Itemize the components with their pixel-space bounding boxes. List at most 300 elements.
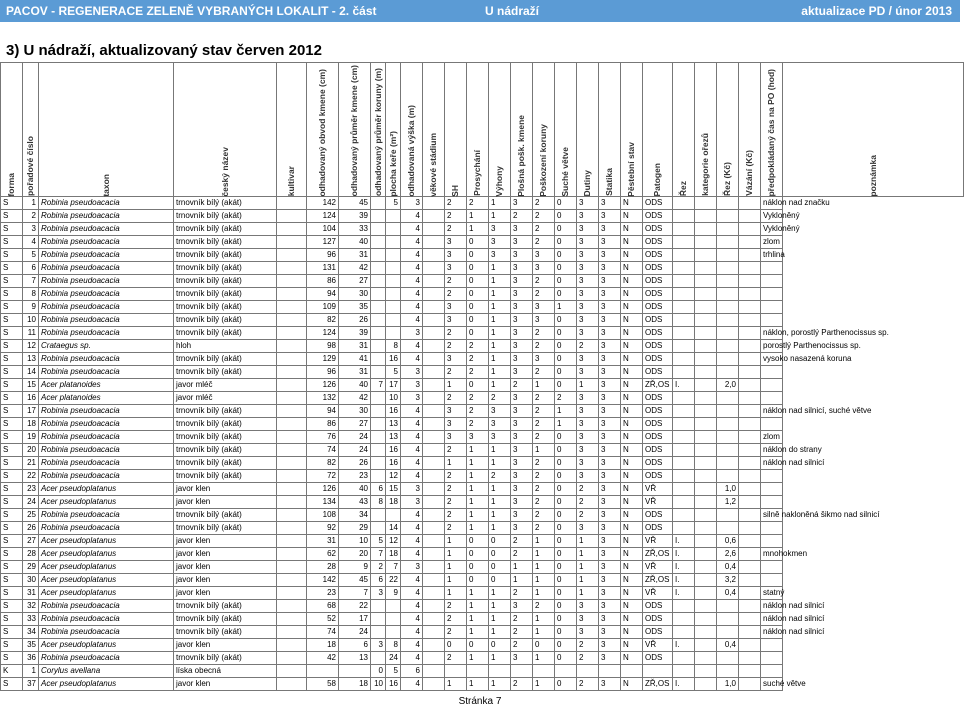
- table-cell: 26: [339, 457, 371, 470]
- table-cell: 4: [401, 574, 423, 587]
- table-cell: 1: [489, 288, 511, 301]
- table-cell: [673, 210, 695, 223]
- table-cell: N: [621, 327, 643, 340]
- table-cell: 20: [339, 548, 371, 561]
- table-cell: 132: [307, 392, 339, 405]
- table-cell: 0: [467, 301, 489, 314]
- table-cell: [423, 483, 445, 496]
- table-cell: 3: [599, 366, 621, 379]
- table-cell: ODS: [643, 509, 673, 522]
- table-cell: N: [621, 353, 643, 366]
- table-cell: 4: [23, 236, 39, 249]
- table-cell: 3: [577, 262, 599, 275]
- table-cell: 1: [577, 379, 599, 392]
- table-cell: 3: [599, 652, 621, 665]
- table-cell: S: [1, 236, 23, 249]
- table-cell: [739, 535, 761, 548]
- table-cell: S: [1, 301, 23, 314]
- table-cell: [717, 652, 739, 665]
- table-cell: 2: [511, 587, 533, 600]
- table-cell: 3: [533, 314, 555, 327]
- table-cell: 16: [386, 353, 401, 366]
- table-cell: 2,6: [717, 548, 739, 561]
- table-cell: 1: [23, 197, 39, 210]
- table-cell: N: [621, 574, 643, 587]
- table-cell: [371, 275, 386, 288]
- table-cell: 2: [577, 483, 599, 496]
- table-cell: [423, 301, 445, 314]
- table-cell: S: [1, 262, 23, 275]
- column-header: [783, 63, 964, 197]
- table-cell: 12: [386, 535, 401, 548]
- table-cell: 0: [467, 548, 489, 561]
- table-cell: javor klen: [174, 639, 277, 652]
- table-cell: ODS: [643, 223, 673, 236]
- table-cell: ZŘ,OS: [643, 574, 673, 587]
- table-cell: 4: [401, 353, 423, 366]
- table-cell: 7: [371, 548, 386, 561]
- table-cell: 3: [577, 301, 599, 314]
- table-cell: trnovník bílý (akát): [174, 262, 277, 275]
- table-cell: Robinia pseudoacacia: [39, 444, 174, 457]
- table-cell: [695, 639, 717, 652]
- table-cell: 6: [371, 483, 386, 496]
- table-cell: Acer pseudoplatanus: [39, 587, 174, 600]
- table-cell: VŘ: [643, 561, 673, 574]
- table-cell: 3: [599, 379, 621, 392]
- table-cell: javor klen: [174, 483, 277, 496]
- column-header: [445, 63, 467, 197]
- table-cell: 1: [467, 613, 489, 626]
- table-cell: [339, 665, 371, 678]
- column-header: [307, 63, 339, 197]
- table-cell: 3: [511, 522, 533, 535]
- table-cell: ODS: [643, 327, 673, 340]
- table-cell: [717, 665, 739, 678]
- table-cell: 9: [23, 301, 39, 314]
- table-cell: [277, 288, 307, 301]
- table-cell: náklon nad silnicí, suché větve: [761, 405, 783, 418]
- table-cell: [761, 522, 783, 535]
- table-cell: trnovník bílý (akát): [174, 405, 277, 418]
- table-cell: 3: [599, 392, 621, 405]
- table-cell: 1: [533, 548, 555, 561]
- table-cell: 58: [307, 678, 339, 691]
- table-cell: [277, 483, 307, 496]
- table-cell: Vykloněný: [761, 210, 783, 223]
- table-cell: [673, 470, 695, 483]
- table-cell: [277, 327, 307, 340]
- table-cell: N: [621, 431, 643, 444]
- table-cell: [277, 444, 307, 457]
- table-cell: 1: [489, 353, 511, 366]
- table-cell: [695, 626, 717, 639]
- table-cell: S: [1, 431, 23, 444]
- table-cell: 3: [511, 275, 533, 288]
- table-cell: [371, 600, 386, 613]
- table-cell: [695, 262, 717, 275]
- table-cell: [739, 288, 761, 301]
- table-row: [1, 327, 964, 340]
- table-cell: Acer platanoides: [39, 392, 174, 405]
- table-cell: [739, 678, 761, 691]
- table-cell: 0: [555, 236, 577, 249]
- table-cell: 5: [386, 366, 401, 379]
- table-cell: 0: [555, 483, 577, 496]
- table-cell: N: [621, 626, 643, 639]
- table-cell: Robinia pseudoacacia: [39, 626, 174, 639]
- table-cell: [717, 288, 739, 301]
- table-row: [1, 275, 964, 288]
- table-cell: [423, 366, 445, 379]
- table-cell: 16: [386, 457, 401, 470]
- header-update-note: aktualizace PD / únor 2013: [801, 4, 952, 18]
- table-cell: 39: [339, 327, 371, 340]
- table-cell: [277, 678, 307, 691]
- table-cell: VŘ: [643, 587, 673, 600]
- table-cell: 3: [445, 301, 467, 314]
- table-cell: Robinia pseudoacacia: [39, 418, 174, 431]
- table-cell: N: [621, 496, 643, 509]
- column-header-label: forma: [6, 172, 17, 197]
- table-cell: [695, 678, 717, 691]
- table-cell: 0: [555, 522, 577, 535]
- table-cell: Robinia pseudoacacia: [39, 210, 174, 223]
- table-cell: [533, 665, 555, 678]
- table-cell: 104: [307, 223, 339, 236]
- table-cell: 3: [489, 431, 511, 444]
- table-cell: trnovník bílý (akát): [174, 223, 277, 236]
- table-cell: [423, 379, 445, 392]
- table-row: [1, 639, 964, 652]
- table-cell: 0: [467, 379, 489, 392]
- table-cell: [371, 353, 386, 366]
- table-cell: I.: [673, 535, 695, 548]
- table-cell: [673, 457, 695, 470]
- table-cell: [386, 327, 401, 340]
- table-cell: 2: [511, 548, 533, 561]
- table-cell: 6: [339, 639, 371, 652]
- table-cell: 5: [386, 197, 401, 210]
- table-cell: 2: [489, 392, 511, 405]
- table-cell: [761, 366, 783, 379]
- column-header: [739, 63, 761, 197]
- table-cell: [371, 509, 386, 522]
- table-cell: [386, 509, 401, 522]
- table-cell: 3: [401, 197, 423, 210]
- table-cell: N: [621, 418, 643, 431]
- table-cell: [371, 210, 386, 223]
- table-cell: 109: [307, 301, 339, 314]
- table-cell: N: [621, 639, 643, 652]
- table-cell: 37: [23, 678, 39, 691]
- table-cell: [511, 665, 533, 678]
- table-cell: [673, 405, 695, 418]
- table-cell: javor klen: [174, 678, 277, 691]
- table-cell: 3: [599, 262, 621, 275]
- table-cell: 17: [386, 379, 401, 392]
- table-cell: [423, 405, 445, 418]
- table-cell: [673, 431, 695, 444]
- table-cell: trhlina: [761, 249, 783, 262]
- table-header-row: [1, 63, 964, 197]
- table-cell: mnohokmen: [761, 548, 783, 561]
- header-project-title: PACOV - REGENERACE ZELENĚ VYBRANÝCH LOKALIT - 2. část: [6, 4, 377, 18]
- table-cell: [695, 509, 717, 522]
- table-cell: Robinia pseudoacacia: [39, 600, 174, 613]
- table-cell: [695, 379, 717, 392]
- table-cell: 52: [307, 613, 339, 626]
- table-cell: VŘ: [643, 496, 673, 509]
- table-cell: 40: [339, 236, 371, 249]
- table-cell: 23: [23, 483, 39, 496]
- table-cell: 2: [533, 392, 555, 405]
- table-cell: ODS: [643, 353, 673, 366]
- table-cell: [673, 665, 695, 678]
- table-cell: 1,0: [717, 483, 739, 496]
- table-cell: 3: [599, 600, 621, 613]
- section-title: 3) U nádraží, aktualizovaný stav červen 2012: [6, 42, 322, 59]
- table-cell: S: [1, 678, 23, 691]
- table-cell: 3: [577, 197, 599, 210]
- table-cell: 3: [445, 314, 467, 327]
- table-cell: 3: [401, 392, 423, 405]
- table-cell: N: [621, 223, 643, 236]
- table-cell: 2: [533, 522, 555, 535]
- table-cell: N: [621, 509, 643, 522]
- table-cell: 1: [489, 509, 511, 522]
- table-cell: [739, 639, 761, 652]
- table-cell: [717, 457, 739, 470]
- table-cell: [739, 301, 761, 314]
- table-row: [1, 613, 964, 626]
- table-cell: 0: [489, 639, 511, 652]
- table-cell: 24: [23, 496, 39, 509]
- column-header-label: odhadovaný průměr koruny (m): [372, 68, 383, 197]
- table-cell: 3: [23, 223, 39, 236]
- table-cell: Acer pseudoplatanus: [39, 678, 174, 691]
- table-cell: 1: [489, 262, 511, 275]
- table-cell: javor mléč: [174, 392, 277, 405]
- column-header: [23, 63, 39, 197]
- table-cell: S: [1, 340, 23, 353]
- column-header-label: Vázání (Kč): [744, 150, 755, 197]
- table-cell: 42: [339, 392, 371, 405]
- table-cell: 1: [511, 574, 533, 587]
- table-cell: 124: [307, 210, 339, 223]
- table-cell: N: [621, 535, 643, 548]
- table-cell: [739, 262, 761, 275]
- table-cell: 3: [401, 379, 423, 392]
- table-cell: [695, 665, 717, 678]
- column-header: [643, 63, 673, 197]
- table-cell: 7: [23, 275, 39, 288]
- table-cell: N: [621, 314, 643, 327]
- table-cell: [761, 301, 783, 314]
- table-cell: 16: [23, 392, 39, 405]
- table-cell: 10: [339, 535, 371, 548]
- table-cell: 1: [445, 574, 467, 587]
- table-cell: [695, 392, 717, 405]
- table-cell: Robinia pseudoacacia: [39, 301, 174, 314]
- column-header: [1, 63, 23, 197]
- table-cell: [761, 574, 783, 587]
- table-cell: 2: [445, 600, 467, 613]
- table-cell: 4: [401, 600, 423, 613]
- table-cell: [717, 236, 739, 249]
- table-cell: 1: [577, 561, 599, 574]
- table-cell: 3: [577, 236, 599, 249]
- column-header-label: Prosychání: [472, 150, 483, 197]
- table-cell: [277, 613, 307, 626]
- table-cell: 1: [467, 210, 489, 223]
- table-cell: 0: [555, 561, 577, 574]
- table-cell: [386, 301, 401, 314]
- table-cell: [717, 210, 739, 223]
- table-cell: [277, 366, 307, 379]
- table-cell: 2: [467, 405, 489, 418]
- table-cell: [739, 197, 761, 210]
- table-cell: 30: [339, 288, 371, 301]
- table-cell: [386, 288, 401, 301]
- table-cell: Corylus avellana: [39, 665, 174, 678]
- table-cell: 0: [555, 444, 577, 457]
- table-cell: [761, 639, 783, 652]
- table-cell: N: [621, 197, 643, 210]
- table-row: [1, 236, 964, 249]
- table-cell: [277, 457, 307, 470]
- table-cell: 3: [577, 392, 599, 405]
- table-cell: [673, 366, 695, 379]
- table-cell: 4: [401, 236, 423, 249]
- table-cell: [739, 431, 761, 444]
- table-cell: VŘ: [643, 483, 673, 496]
- table-cell: ODS: [643, 444, 673, 457]
- table-cell: [673, 600, 695, 613]
- table-cell: 2: [533, 457, 555, 470]
- table-cell: 10: [386, 392, 401, 405]
- table-cell: 43: [339, 496, 371, 509]
- table-cell: Crataegus sp.: [39, 340, 174, 353]
- table-cell: 10: [23, 314, 39, 327]
- table-cell: [673, 223, 695, 236]
- table-cell: [695, 444, 717, 457]
- table-cell: 7: [339, 587, 371, 600]
- table-cell: [277, 522, 307, 535]
- table-cell: 3: [511, 353, 533, 366]
- table-cell: VŘ: [643, 639, 673, 652]
- table-cell: [695, 613, 717, 626]
- table-row: [1, 509, 964, 522]
- table-cell: [739, 548, 761, 561]
- table-cell: [739, 392, 761, 405]
- table-cell: 1: [489, 275, 511, 288]
- table-cell: 0: [555, 275, 577, 288]
- table-cell: [739, 652, 761, 665]
- table-cell: 3: [511, 327, 533, 340]
- table-cell: 0: [555, 678, 577, 691]
- table-cell: [386, 275, 401, 288]
- table-cell: 1: [511, 561, 533, 574]
- table-cell: ODS: [643, 275, 673, 288]
- table-row: [1, 483, 964, 496]
- table-cell: [717, 613, 739, 626]
- table-row: [1, 522, 964, 535]
- table-cell: 3: [599, 496, 621, 509]
- table-cell: 96: [307, 249, 339, 262]
- table-cell: [673, 444, 695, 457]
- table-cell: 0: [467, 639, 489, 652]
- table-cell: [277, 574, 307, 587]
- table-cell: 0: [555, 509, 577, 522]
- table-cell: [386, 223, 401, 236]
- table-cell: 3: [599, 561, 621, 574]
- column-header-label: Statika: [604, 168, 615, 197]
- table-cell: 134: [307, 496, 339, 509]
- table-cell: [673, 236, 695, 249]
- table-cell: 4: [401, 678, 423, 691]
- table-cell: 1: [533, 678, 555, 691]
- table-cell: 1: [23, 665, 39, 678]
- table-cell: [717, 301, 739, 314]
- table-cell: 3: [577, 600, 599, 613]
- table-cell: 2: [577, 652, 599, 665]
- table-cell: 2: [533, 509, 555, 522]
- table-cell: 126: [307, 379, 339, 392]
- table-cell: 1: [467, 522, 489, 535]
- table-cell: N: [621, 483, 643, 496]
- table-cell: 4: [401, 613, 423, 626]
- table-cell: 3: [599, 444, 621, 457]
- table-cell: 74: [307, 444, 339, 457]
- table-cell: [717, 405, 739, 418]
- table-cell: 129: [307, 353, 339, 366]
- table-cell: [739, 223, 761, 236]
- table-cell: 3: [577, 275, 599, 288]
- table-cell: N: [621, 405, 643, 418]
- table-row: [1, 379, 964, 392]
- table-cell: [277, 626, 307, 639]
- table-cell: 8: [386, 340, 401, 353]
- table-cell: suché větve: [761, 678, 783, 691]
- table-cell: 142: [307, 574, 339, 587]
- table-cell: 2: [445, 509, 467, 522]
- table-cell: ODS: [643, 249, 673, 262]
- table-cell: [371, 418, 386, 431]
- table-cell: 2: [533, 496, 555, 509]
- table-cell: [761, 288, 783, 301]
- table-cell: javor klen: [174, 561, 277, 574]
- table-cell: 35: [339, 301, 371, 314]
- table-cell: [717, 392, 739, 405]
- table-cell: ODS: [643, 652, 673, 665]
- table-cell: 0: [371, 665, 386, 678]
- table-cell: 0: [489, 548, 511, 561]
- table-cell: [423, 392, 445, 405]
- table-cell: 1: [467, 496, 489, 509]
- table-cell: [695, 548, 717, 561]
- table-cell: silně nakloněná šikmo nad silnicí: [761, 509, 783, 522]
- table-cell: [423, 444, 445, 457]
- table-cell: 1: [467, 483, 489, 496]
- table-cell: náklon do strany: [761, 444, 783, 457]
- table-cell: [717, 522, 739, 535]
- table-cell: 1: [489, 444, 511, 457]
- column-header-label: Suché větve: [560, 146, 571, 197]
- table-cell: ODS: [643, 262, 673, 275]
- table-cell: 23: [339, 470, 371, 483]
- table-cell: [673, 353, 695, 366]
